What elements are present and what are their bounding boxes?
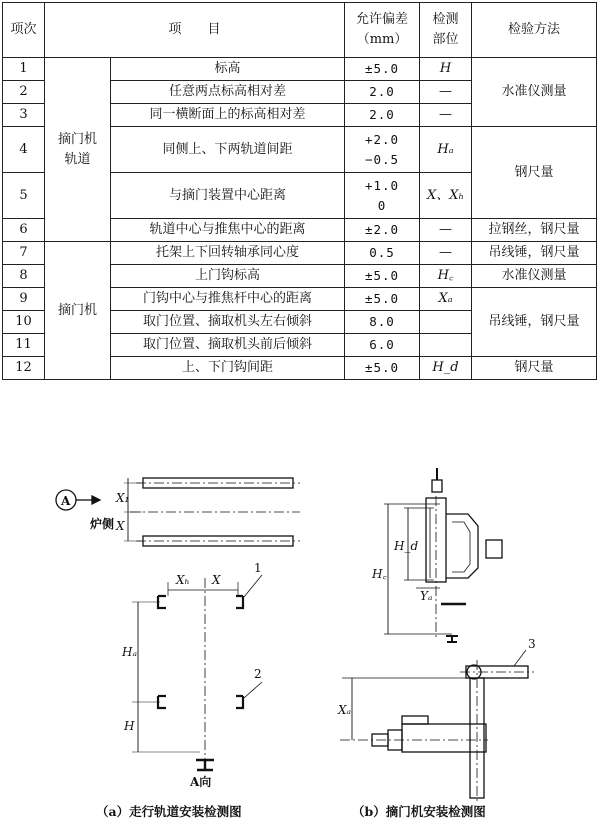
pusher-top xyxy=(402,716,428,724)
method-level: 水准仪测量 xyxy=(472,58,597,127)
label-hd: H_d xyxy=(394,539,419,553)
group-rail xyxy=(45,58,111,242)
row-part: — xyxy=(420,242,472,265)
row-tolerance xyxy=(345,127,420,173)
view-a-arrowhead xyxy=(92,496,100,504)
row-num: 9 xyxy=(3,288,45,311)
bracket-top-right xyxy=(236,596,243,608)
group-rail-line2: 轨道 xyxy=(64,151,91,167)
method-level: 水准仪测量 xyxy=(472,265,597,288)
header-num: 项次 xyxy=(3,3,45,58)
label-xa: Xₐ xyxy=(338,703,352,717)
row-num: 4 xyxy=(3,127,45,173)
hook-arm xyxy=(446,514,478,578)
row-part: X、Xₕ xyxy=(420,173,472,219)
row-part: H_d xyxy=(420,357,472,380)
row-part xyxy=(420,334,472,357)
row-num: 10 xyxy=(3,311,45,334)
hook-arm-inner xyxy=(452,522,470,572)
row-item: 轨道中心与推焦中心的距离 xyxy=(111,219,345,242)
header-part-line2: 部位 xyxy=(432,32,459,47)
label-ya: Yₐ xyxy=(420,589,433,603)
pusher-head xyxy=(402,724,486,752)
row-item: 取门位置、摘取机头左右倾斜 xyxy=(111,311,345,334)
rail-section-b-icon xyxy=(446,636,458,642)
label-ha: Hₐ xyxy=(122,645,137,659)
row-num: 8 xyxy=(3,265,45,288)
row-tolerance: 0.5 xyxy=(345,242,420,265)
group-machine: 摘门机 xyxy=(45,242,111,380)
row-num: 12 xyxy=(3,357,45,380)
figure-b xyxy=(340,468,534,802)
pusher-block xyxy=(486,540,502,558)
row-tolerance-upper: +1.0 xyxy=(364,177,400,193)
row-num: 3 xyxy=(3,104,45,127)
row-tolerance: 2.0 xyxy=(345,81,420,104)
row-num: 2 xyxy=(3,81,45,104)
row-item: 门钩中心与推焦杆中心的距离 xyxy=(111,288,345,311)
row-tolerance: ±5.0 xyxy=(345,58,420,81)
row-tolerance: 6.0 xyxy=(345,334,420,357)
row-tolerance: ±5.0 xyxy=(345,265,420,288)
label-x1: X₁ xyxy=(116,491,130,505)
inspection-table xyxy=(2,2,597,380)
row-item: 托架上下回转轴承同心度 xyxy=(111,242,345,265)
header-part xyxy=(420,3,472,58)
row-num: 11 xyxy=(3,334,45,357)
row-part: Xₐ xyxy=(420,288,472,311)
row-tolerance: ±2.0 xyxy=(345,219,420,242)
view-a-label: A xyxy=(61,494,71,508)
method-ruler: 钢尺量 xyxy=(472,127,597,219)
rail-section-icon xyxy=(196,760,214,770)
label-xb: Xₕ xyxy=(176,573,190,587)
row-part: H꜀ xyxy=(420,265,472,288)
row-tolerance: 8.0 xyxy=(345,311,420,334)
label-x-plan: X xyxy=(212,573,221,587)
row-part: Hₐ xyxy=(420,127,472,173)
header-tolerance-line1: 允许偏差 xyxy=(356,12,409,27)
callout-2: 2 xyxy=(254,667,262,681)
row-item: 同侧上、下两轨道间距 xyxy=(111,127,345,173)
row-tolerance: ±5.0 xyxy=(345,288,420,311)
row-part: — xyxy=(420,104,472,127)
bracket-mid-right xyxy=(236,696,243,708)
header-item: 项 目 xyxy=(45,3,345,58)
method-ruler: 钢尺量 xyxy=(472,357,597,380)
row-num: 7 xyxy=(3,242,45,265)
caption-a: （a）走行轨道安装检测图 xyxy=(96,804,242,819)
row-num: 6 xyxy=(3,219,45,242)
header-tolerance-line2: （mm） xyxy=(356,32,408,47)
callout-2-leader xyxy=(244,682,262,698)
caption-b: （b）摘门机安装检测图 xyxy=(352,804,486,819)
row-tolerance-upper: +2.0 xyxy=(364,131,400,147)
row-item: 任意两点标高相对差 xyxy=(111,81,345,104)
label-h: H xyxy=(124,719,135,733)
figure-a-labels xyxy=(60,491,262,819)
callout-3-leader xyxy=(514,650,526,666)
group-rail-line1: 摘门机 xyxy=(57,131,97,147)
row-item: 同一横断面上的标高相对差 xyxy=(111,104,345,127)
callout-1-leader xyxy=(244,575,262,597)
row-item: 上门钩标高 xyxy=(111,265,345,288)
row-num: 1 xyxy=(3,58,45,81)
table-header-row xyxy=(3,3,597,58)
row-item: 与摘门装置中心距离 xyxy=(111,173,345,219)
table-row xyxy=(3,242,597,265)
table-row xyxy=(3,58,597,81)
row-num: 5 xyxy=(3,173,45,219)
method-plumb-ruler: 吊线锤，钢尺量 xyxy=(472,242,597,265)
callout-1: 1 xyxy=(254,561,262,575)
row-part: — xyxy=(420,219,472,242)
row-tolerance-lower: 0 xyxy=(377,197,387,213)
header-tolerance xyxy=(345,3,420,58)
row-part: — xyxy=(420,81,472,104)
row-tolerance: ±5.0 xyxy=(345,357,420,380)
callout-3: 3 xyxy=(528,637,536,651)
row-item: 标高 xyxy=(111,58,345,81)
figures xyxy=(0,460,600,825)
row-tolerance-lower: −0.5 xyxy=(364,151,400,167)
label-x: X xyxy=(116,519,125,533)
shaft-cap xyxy=(432,480,442,492)
row-tolerance: 2.0 xyxy=(345,104,420,127)
method-wire-ruler: 拉钢丝，钢尺量 xyxy=(472,219,597,242)
header-part-line1: 检测 xyxy=(432,12,459,27)
row-part: H xyxy=(420,58,472,81)
direction-a-label: A向 xyxy=(190,775,212,789)
label-hc: H꜀ xyxy=(372,567,387,581)
row-tolerance xyxy=(345,173,420,219)
row-item: 取门位置、摘取机头前后倾斜 xyxy=(111,334,345,357)
row-part xyxy=(420,311,472,334)
header-method: 检验方法 xyxy=(472,3,597,58)
method-plumb-ruler: 吊线锤，钢尺量 xyxy=(472,288,597,357)
furnace-side-label: 炉侧 xyxy=(90,517,115,531)
row-item: 上、下门钩间距 xyxy=(111,357,345,380)
